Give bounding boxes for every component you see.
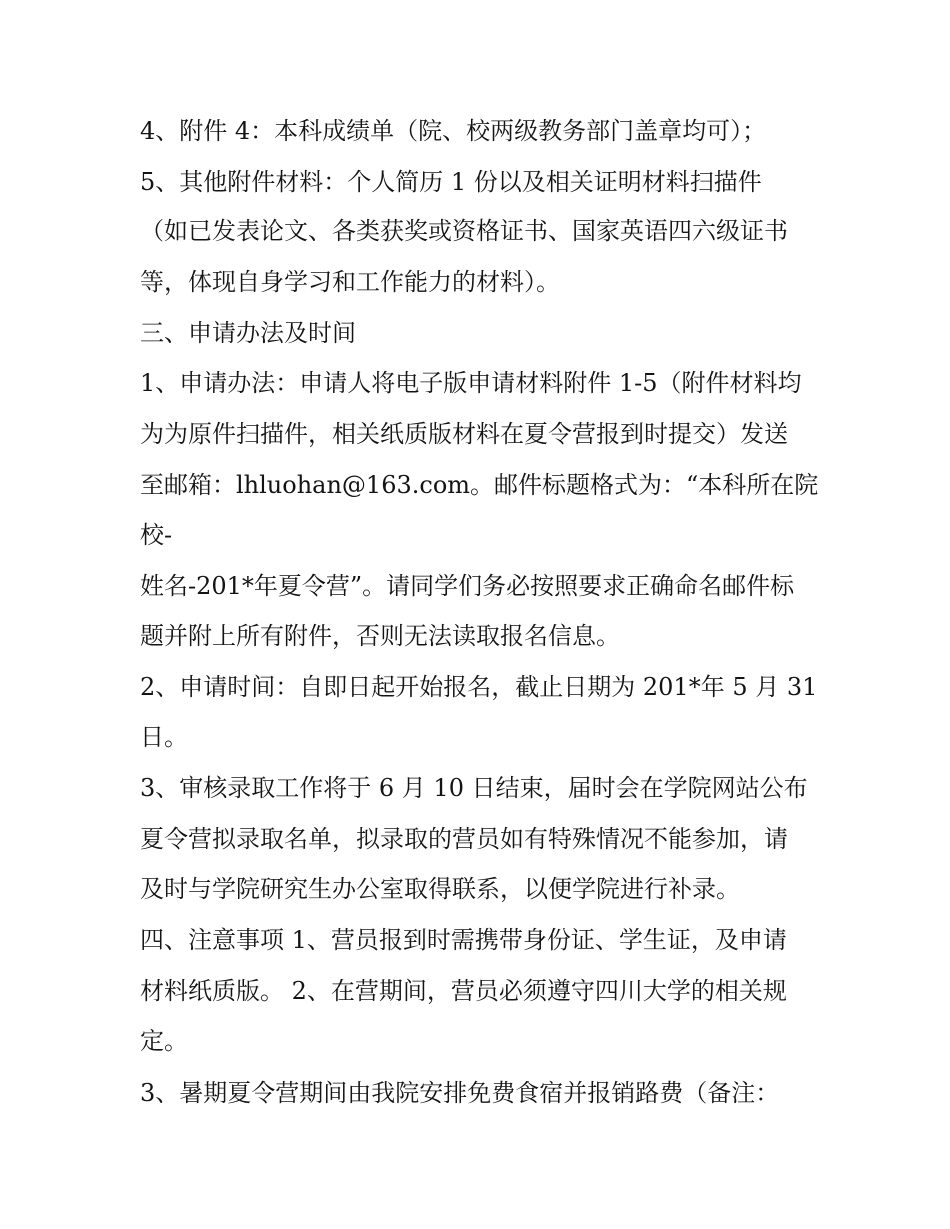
text-line-appendix-5: 5、其他附件材料：个人简历 1 份以及相关证明材料扫描件 xyxy=(140,168,762,196)
text-line-method-cont-1: 为为原件扫描件，相关纸质版材料在夏令营报到时提交）发送 xyxy=(140,420,788,448)
text-line-time: 2、申请时间：自即日起开始报名，截止日期为 201*年 5 月 31 xyxy=(140,673,818,701)
section-heading-notes: 四、注意事项 1、营员报到时需携带身份证、学生证，及申请 xyxy=(140,926,787,954)
text-line-method-email: 至邮箱：lhluohan@163.com。邮件标题格式为：“本科所在院 xyxy=(140,471,819,499)
section-heading-application: 三、申请办法及时间 xyxy=(140,319,356,347)
text-line-appendix-4: 4、附件 4：本科成绩单（院、校两级教务部门盖章均可）； xyxy=(140,117,767,145)
text-line-time-cont: 日。 xyxy=(140,723,188,751)
text-line-method: 1、申请办法：申请人将电子版申请材料附件 1-5（附件材料均 xyxy=(140,369,802,397)
text-line-notes-3: 3、暑期夏令营期间由我院安排免费食宿并报销路费（备注： xyxy=(140,1079,780,1107)
text-line-review-cont-2: 及时与学院研究生办公室取得联系，以便学院进行补录。 xyxy=(140,875,740,903)
text-line-review-cont-1: 夏令营拟录取名单，拟录取的营员如有特殊情况不能参加，请 xyxy=(140,825,788,853)
text-line-review: 3、审核录取工作将于 6 月 10 日结束，届时会在学院网站公布 xyxy=(140,774,808,802)
text-line-method-cont-3: 姓名-201*年夏令营”。请同学们务必按照要求正确命名邮件标 xyxy=(140,572,795,600)
text-line-appendix-5-cont-2: 等，体现自身学习和工作能力的材料）。 xyxy=(140,268,560,296)
text-line-appendix-5-cont-1: （如已发表论文、各类获奖或资格证书、国家英语四六级证书 xyxy=(140,217,788,245)
text-line-method-cont-4: 题并附上所有附件，否则无法读取报名信息。 xyxy=(140,622,620,650)
text-line-method-cont-2: 校- xyxy=(140,521,173,549)
text-line-notes-cont-2: 定。 xyxy=(140,1027,188,1055)
text-line-notes-cont-1: 材料纸质版。 2、在营期间，营员必须遵守四川大学的相关规 xyxy=(140,977,787,1005)
